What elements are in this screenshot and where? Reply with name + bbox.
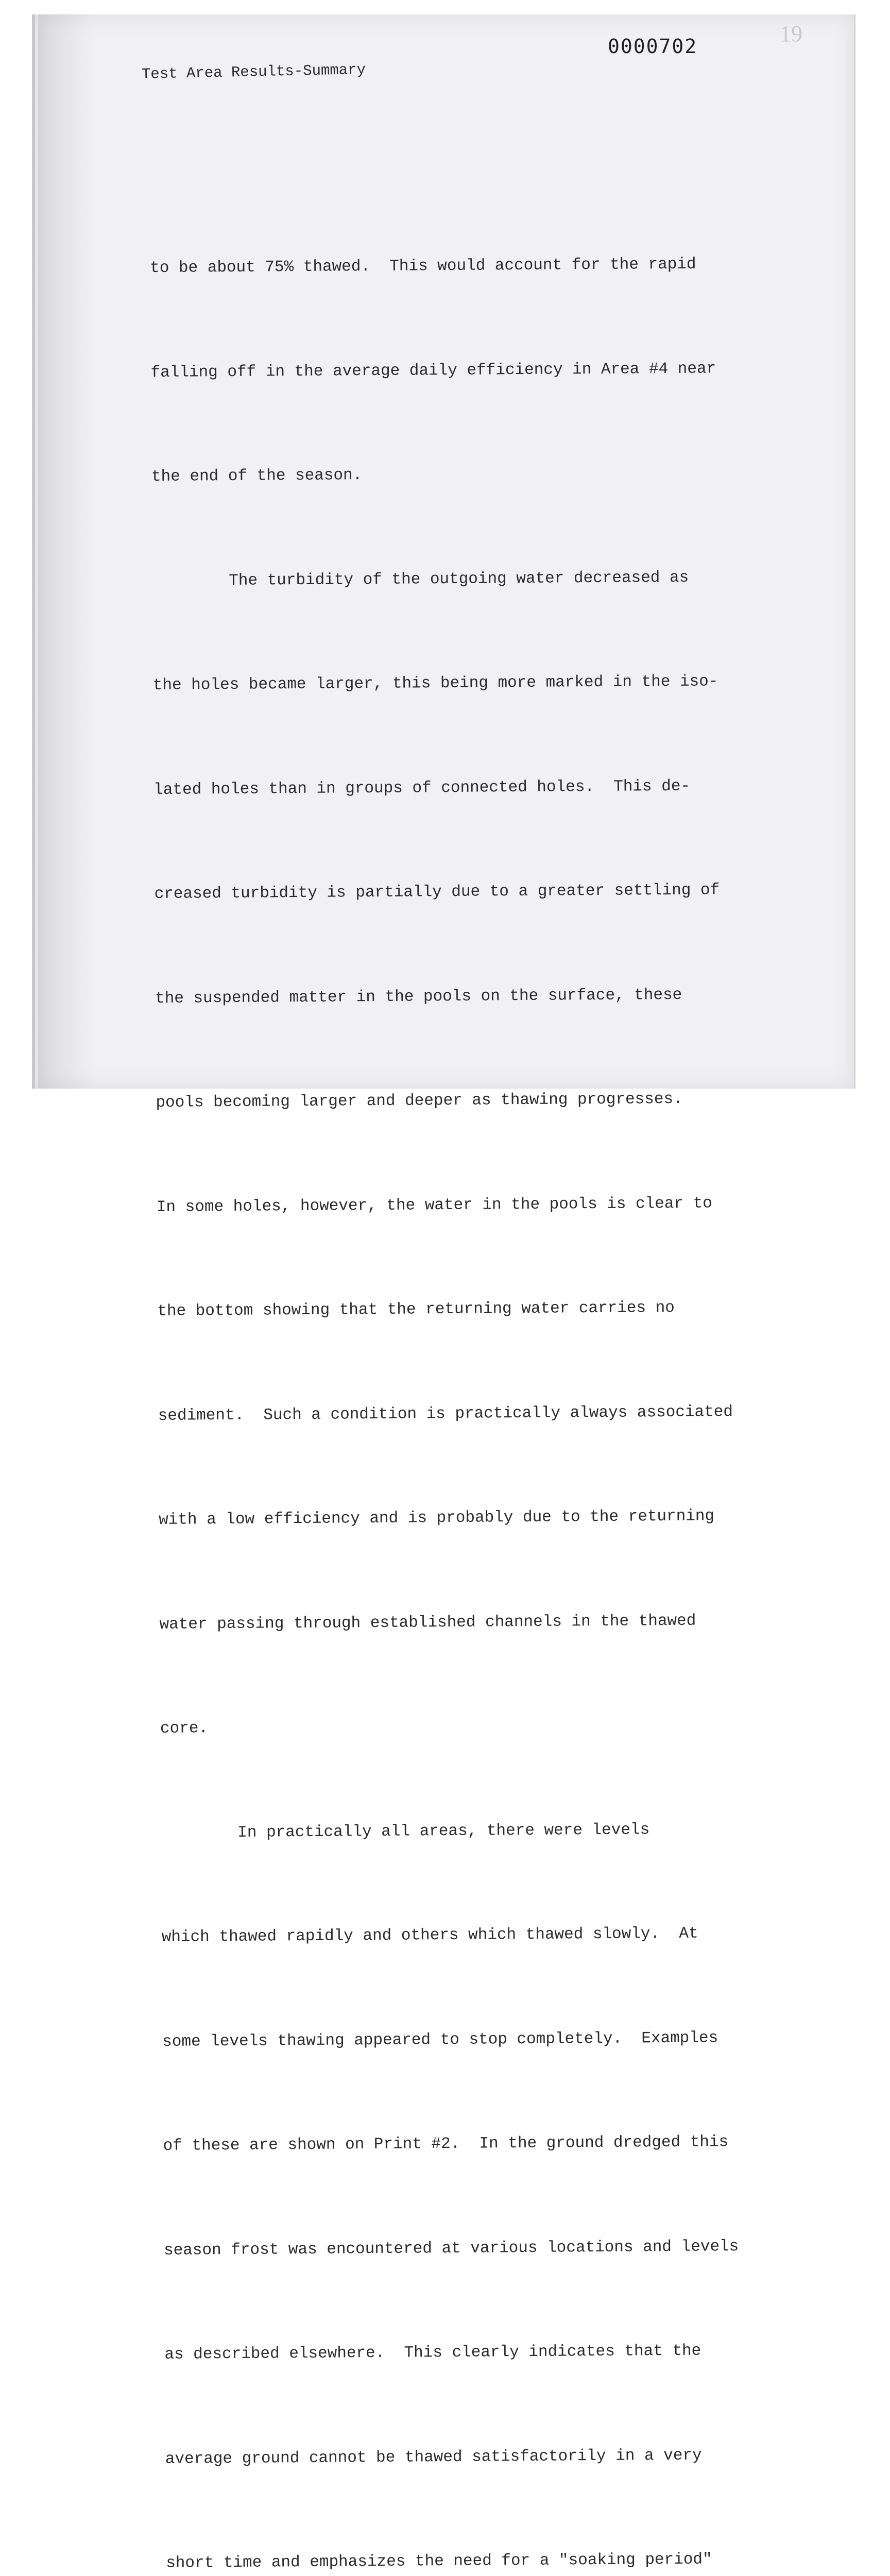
text-line: the suspended matter in the pools on the surface, these bbox=[155, 986, 682, 1008]
page-number: 19 bbox=[780, 21, 802, 46]
page-header: Test Area Results-Summary bbox=[141, 61, 366, 83]
text-line: pools becoming larger and deeper as thawing progresses. bbox=[156, 1090, 683, 1112]
text-line: creased turbidity is partially due to a greater settling of bbox=[154, 881, 720, 903]
text-line: the holes became larger, this being more marked in the iso- bbox=[152, 672, 718, 694]
document-id-stamp: 0000702 bbox=[608, 35, 698, 58]
text-line: water passing through established channels in the thawed bbox=[159, 1612, 696, 1634]
text-line: which thawed rapidly and others which thawed slowly. At bbox=[161, 1924, 698, 1946]
text-line: short time and emphasizes the need for a "soaking period" bbox=[166, 2550, 712, 2572]
text-line: season frost was encountered at various locations and levels bbox=[163, 2237, 739, 2260]
body-text bbox=[149, 177, 808, 2576]
text-line: sediment. Such a condition is practically always associated bbox=[158, 1402, 733, 1425]
text-line: The turbidity of the outgoing water decreased as bbox=[152, 568, 689, 590]
text-line: to be about 75% thawed. This would account for the rapid bbox=[150, 255, 696, 277]
text-line: as described elsewhere. This clearly indicates that the bbox=[164, 2342, 701, 2364]
text-line: In some holes, however, the water in the pools is clear to bbox=[156, 1194, 712, 1216]
text-line: the end of the season. bbox=[151, 466, 363, 486]
text-line: In practically all areas, there were levels bbox=[161, 1820, 650, 1842]
text-line: falling off in the average daily efficiency in Area #4 near bbox=[150, 359, 716, 382]
text-line: lated holes than in groups of connected holes. This de- bbox=[153, 777, 691, 799]
text-line: with a low efficiency and is probably due to the returning bbox=[159, 1507, 715, 1529]
text-line: of these are shown on Print #2. In the ground dredged this bbox=[163, 2133, 729, 2155]
text-line: average ground cannot be thawed satisfactorily in a very bbox=[165, 2446, 702, 2468]
text-line: core. bbox=[160, 1719, 209, 1738]
text-line: the bottom showing that the returning water carries no bbox=[157, 1298, 675, 1320]
text-line: some levels thawing appeared to stop completely. Examples bbox=[162, 2028, 718, 2051]
